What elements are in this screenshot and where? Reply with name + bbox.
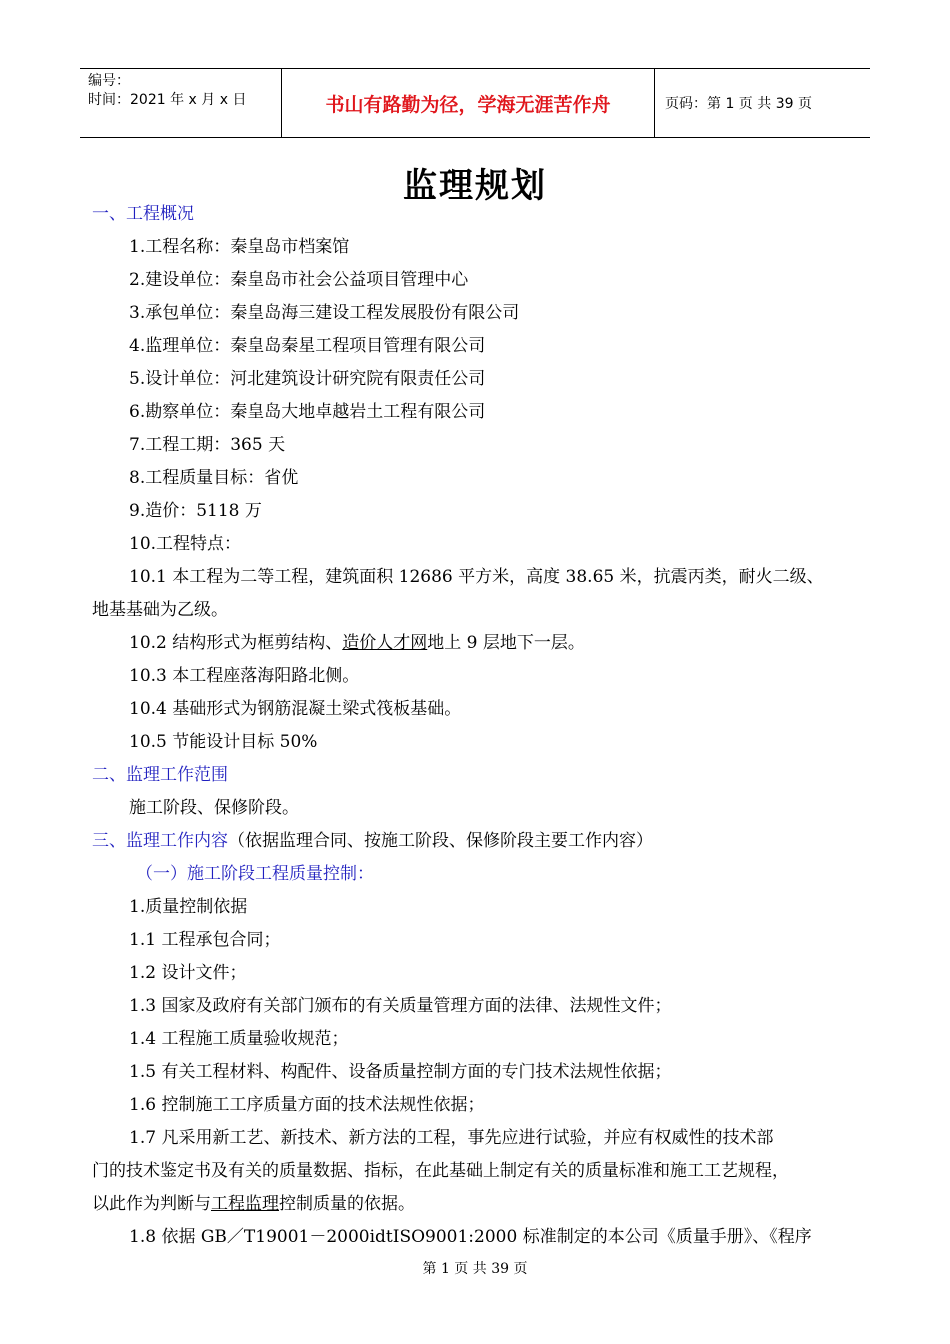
list-item: 7.工程工期：365 天 [129,435,286,455]
section-heading-line [92,825,882,858]
list-item: 2.建设单位：秦皇岛市社会公益项目管理中心 [129,270,469,290]
paragraph-line: 10.4 基础形式为钢筋混凝土梁式筏板基础。 [129,699,462,719]
list-item: 1.质量控制依据 [129,897,248,917]
list-item: 1.3 国家及政府有关部门颁布的有关质量管理方面的法律、法规性文件； [129,996,672,1016]
list-item: 9.造价：5118 万 [129,501,262,521]
list-item: 1.4 工程施工质量验收规范； [129,1029,349,1049]
list-item: 1.2 设计文件； [129,963,247,983]
page-header [80,68,870,138]
paragraph-line: 地基基础为乙级。 [92,600,228,620]
header-meta [80,69,282,137]
paragraph-line: 1.7 凡采用新工艺、新技术、新方法的工程，事先应进行试验，并应有权威性的技术部 [129,1128,774,1148]
paragraph-line: 施工阶段、保修阶段。 [129,798,299,818]
paragraph-line [92,627,882,660]
list-item: 5.设计单位：河北建筑设计研究院有限责任公司 [129,369,486,389]
list-item: 3.承包单位：秦皇岛海三建设工程发展股份有限公司 [129,303,520,323]
paragraph-line [92,1188,882,1221]
section-heading-note: （依据监理合同、按施工阶段、保修阶段主要工作内容） [228,831,653,851]
text-span: 地上 9 层地下一层。 [427,633,585,653]
list-item: 10.工程特点： [129,534,242,554]
list-item: 6.勘察单位：秦皇岛大地卓越岩土工程有限公司 [129,402,486,422]
section-heading: 一、工程概况 [92,204,194,224]
document-body [92,198,882,1254]
section-heading: 二、监理工作范围 [92,765,228,785]
paragraph-line: 10.1 本工程为二等工程，建筑面积 12686 平方米，高度 38.65 米，抗震丙类，耐火二级、 [129,567,824,587]
paragraph-line: 10.3 本工程座落海阳路北侧。 [129,666,360,686]
document-number: 编号： [88,73,130,89]
list-item: 1.6 控制施工工序质量方面的技术法规性依据； [129,1095,485,1115]
text-span: 控制质量的依据。 [279,1194,415,1214]
header-motto: 书山有路勤为径，学海无涯苦作舟 [282,69,655,137]
list-item: 1.1 工程承包合同； [129,930,281,950]
paragraph-line: 10.5 节能设计目标 50% [129,732,318,752]
paragraph-line: 1.8 依据 GB／T19001－2000idtISO9001:2000 标准制定的本公司《质量手册》、《程序 [129,1227,812,1247]
list-item: 1.5 有关工程材料、构配件、设备质量控制方面的专门技术法规性依据； [129,1062,672,1082]
text-span: 10.2 结构形式为框剪结构、 [129,633,343,653]
inline-link[interactable]: 造价人才网 [342,633,428,653]
list-item: 1.工程名称：秦皇岛市档案馆 [129,237,350,257]
document-date: 时间：2021 年 x 月 x 日 [88,92,247,108]
page-footer: 第 1 页 共 39 页 [422,1261,528,1277]
header-page-number: 页码：第 1 页 共 39 页 [665,96,812,112]
section-heading: 三、监理工作内容 [92,831,228,851]
paragraph-line: 门的技术鉴定书及有关的质量数据、指标，在此基础上制定有关的质量标准和施工工艺规程， [92,1161,789,1181]
list-item: 4.监理单位：秦皇岛秦星工程项目管理有限公司 [129,336,486,356]
text-span: 以此作为判断与 [92,1194,211,1214]
subsection-heading: （一）施工阶段工程质量控制： [136,864,374,884]
list-item: 8.工程质量目标：省优 [129,468,299,488]
inline-link[interactable]: 工程监理 [211,1194,279,1214]
document-title: 监理规划 [403,166,547,206]
